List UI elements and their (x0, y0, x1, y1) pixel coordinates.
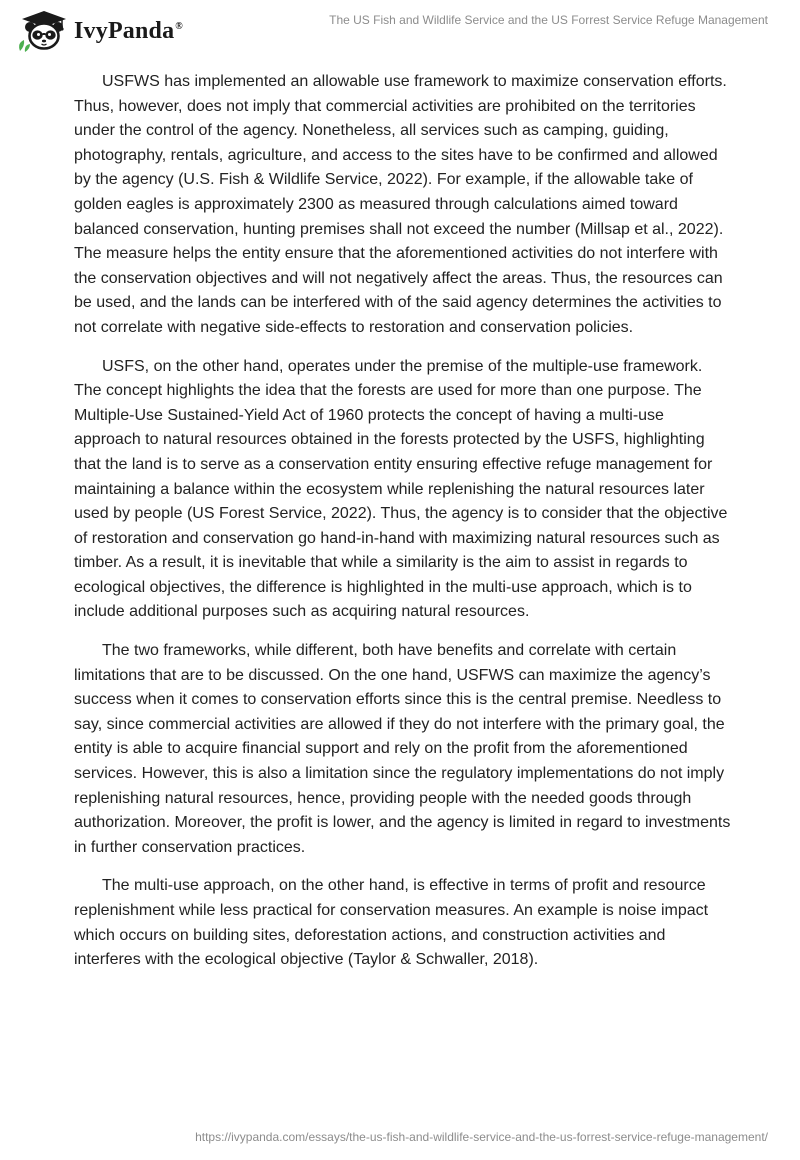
source-url[interactable]: https://ivypanda.com/essays/the-us-fish-and-wildlife-service-and-the-us-forrest-service-refuge-management/ (195, 1130, 768, 1144)
brand-logo[interactable] (16, 8, 183, 52)
essay-paragraph-3: The two frameworks, while different, both have benefits and correlate with certain limitations that are to be discussed. On the one hand, USFWS can maximize the agency’s success when it comes to conservation efforts since this is the central premise. Needless to say, since commercial activities are allowed if they do not interfere with the primary goal, the entity is able to acquire financial support and rely on the profit from the aforementioned services. However, this is also a limitation since the regulatory implementations do not imply replenishing natural resources, hence, providing people with the needed goods through authorization. Moreover, the profit is lower, and the agency is limited in regard to investments in further conservation practices. (74, 642, 731, 856)
registered-mark: ® (175, 20, 183, 32)
essay-body (74, 70, 734, 987)
document-title: The US Fish and Wildlife Service and the US Forrest Service Refuge Management (329, 13, 768, 27)
panda-graduate-icon (16, 8, 68, 52)
essay-paragraph-2: USFS, on the other hand, operates under the premise of the multiple-use framework. The concept highlights the idea that the forests are used for more than one purpose. The Multiple-Use Sustained-Yield Act of 1960 protects the concept of having a multi-use approach to natural resources obtained in the forests protected by the USFS, highlighting that the land is to serve as a conservation entity ensuring effective refuge management for maintaining a balance within the ecosystem while replenishing the natural resources later used by people (US Forest Service, 2022). Thus, the agency is to consider that the objective of restoration and conservation go hand-in-hand with maximizing natural resources such as timber. As a result, it is inevitable that while a similarity is the aim to assist in regards to ecological objectives, the difference is highlighted in the multi-use approach, which is to include additional purposes such as acquiring natural resources. (74, 357, 728, 621)
essay-paragraph-4: The multi-use approach, on the other hand, is effective in terms of profit and resource replenishment while less practical for conservation measures. An example is noise impact which occurs on building sites, deforestation actions, and construction activities and interferes with the ecological objective (Taylor & Schwaller, 2018). (74, 877, 709, 969)
page-header (0, 0, 800, 60)
essay-paragraph-1: USFWS has implemented an allowable use framework to maximize conservation efforts. Thus, however, does not imply that commercial activities are prohibited on the territories under the control of the agency. Nonetheless, all services such as camping, guiding, photography, rentals, agriculture, and access to the sites have to be confirmed and allowed by the agency (U.S. Fish & Wildlife Service, 2022). For example, if the allowable take of golden eagles is approximately 2300 as measured through calculations aimed toward balanced conservation, hunting premises shall not exceed the number (Millsap et al., 2022). The measure helps the entity ensure that the aforementioned activities do not interfere with the conservation objectives and will not negatively affect the areas. Thus, the resources can be used, and the lands can be interfered with of the said agency determines the activities to not correlate with negative side-effects to restoration and conservation policies. (74, 73, 727, 336)
brand-name: IvyPanda® (74, 17, 183, 44)
